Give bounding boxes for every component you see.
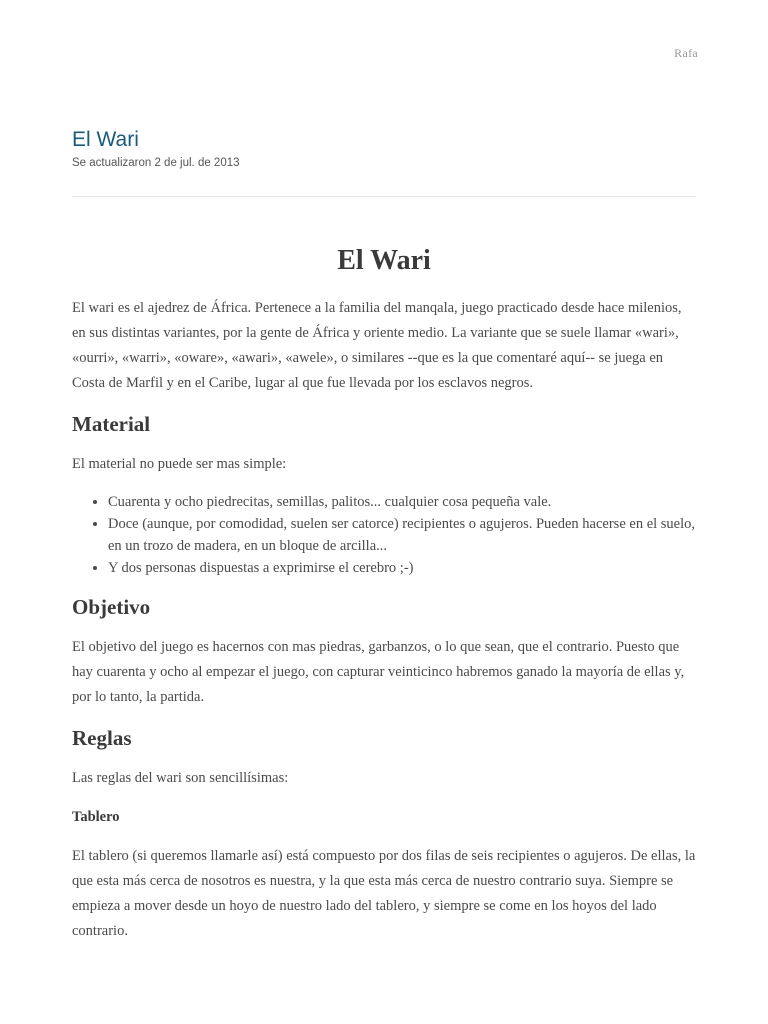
document-header: [72, 126, 696, 169]
objetivo-heading: Objetivo: [72, 595, 151, 619]
list-item: • Y dos personas dispuestas a exprimirse el cerebro ;-): [108, 557, 696, 579]
list-item: • Doce (aunque, por comodidad, suelen ser catorce) recipientes o agujeros. Pueden hacerse en el suelo, en un trozo de madera, en un bloque de arcilla...: [108, 513, 696, 557]
material-heading: Material: [72, 412, 151, 436]
article-title: El Wari: [337, 245, 431, 276]
author-link[interactable]: Rafa: [674, 46, 698, 60]
objetivo-paragraph: El objetivo del juego es hacernos con mas piedras, garbanzos, o lo que sean, que el contrario. Puesto que hay cuarenta y ocho al empezar el juego, con capturar veinticinco habremos ganado la mayoría de ellas y, por lo tanto, la partida.: [72, 639, 685, 705]
list-item: • Cuarenta y ocho piedrecitas, semillas, palitos... cualquier cosa pequeña vale.: [108, 491, 696, 513]
document-title[interactable]: El Wari: [72, 128, 139, 151]
tablero-heading: Tablero: [72, 809, 120, 825]
intro-paragraph: El wari es el ajedrez de África. Pertenece a la familia del manqala, juego practicado desde hace milenios, en sus distintas variantes, por la gente de África y oriente medio. La variante que se suele llamar «wari», «ourri», «warri», «oware», «awari», «awele», o similares --que es la que comentaré aquí-- se juega en Costa de Marfil y en el Caribe, lugar al que fue llevada por los esclavos negros.: [72, 300, 682, 391]
tablero-paragraph: El tablero (si queremos llamarle así) está compuesto por dos filas de seis recipientes o agujeros. De ellas, la que esta más cerca de nosotros es nuestra, y la que esta más cerca de nuestro contrario suya. Siempre se empieza a mover desde un hoyo de nuestro lado del tablero, y siempre se come en los hoyos del lado contrario.: [72, 848, 696, 939]
material-paragraph: El material no puede ser mas simple:: [72, 456, 287, 472]
header-divider: [72, 196, 696, 197]
reglas-heading: Reglas: [72, 726, 132, 750]
material-list: [72, 491, 696, 579]
article-content: [72, 240, 696, 958]
updated-date: Se actualizaron 2 de jul. de 2013: [72, 157, 240, 169]
reglas-paragraph: Las reglas del wari son sencillísimas:: [72, 770, 289, 786]
